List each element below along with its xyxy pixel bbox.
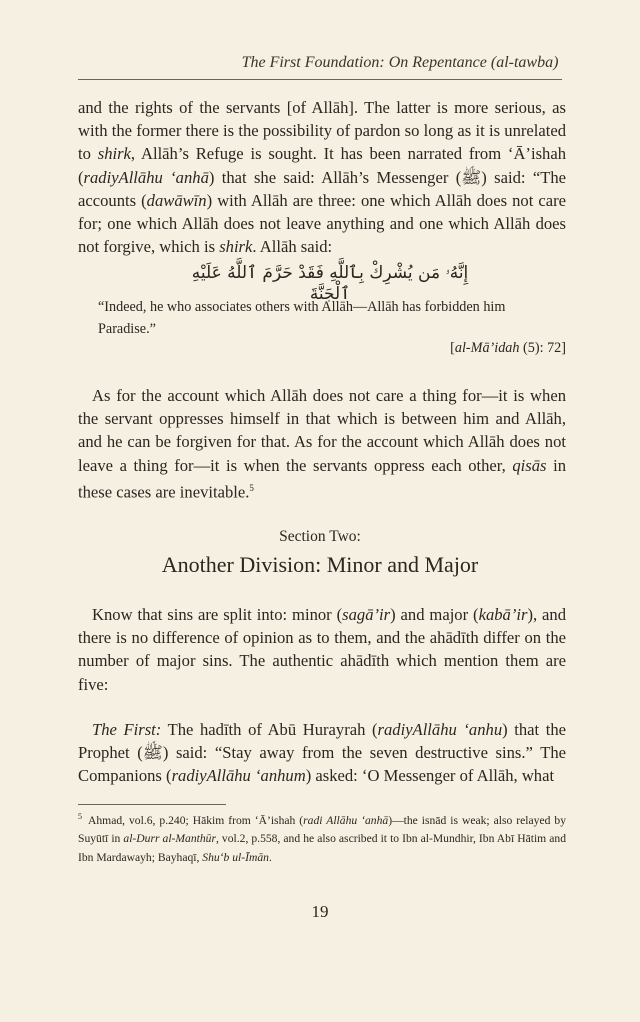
para3-text-b: ) and major (	[390, 605, 479, 624]
footnote-durr: al-Durr al-Manthūr	[123, 832, 216, 846]
running-head: The First Foundation: On Repentance (al-tawba)	[241, 54, 559, 71]
para1-text-a: and the rights of the servants [of Allāh]. The latter is more serious, as with the former there is the possibility of pardon so long as it is unrelated to	[78, 98, 566, 164]
term-shirk: shirk	[97, 144, 131, 164]
footnote	[78, 808, 566, 867]
header-rule	[78, 79, 562, 80]
paragraph-3	[78, 603, 566, 696]
term-sagair: sagā’ir	[342, 605, 391, 624]
term-kabair: kabā’ir	[478, 605, 528, 624]
term-dawawin: dawāwīn	[146, 190, 207, 210]
page-number: 19	[311, 902, 329, 921]
footnote-ref: 5	[249, 482, 254, 493]
footnote-text-c: , vol.2, p.558, and he also ascribed it to Ibn al-Mundhir, Ibn Abī Hātim and Ibn Mardawayh; Bayhaqī,	[78, 832, 566, 864]
para1-text-e: . Allāh said:	[252, 237, 333, 257]
footnote-radi: radi Allāhu ‘anhā	[303, 813, 389, 827]
para3-text-a: Know that sins are split into: minor (	[92, 605, 343, 624]
citation-open: [	[450, 340, 455, 356]
verse-citation	[450, 340, 566, 357]
para2-text-a: As for the account which Allāh does not care a thing for—it is when the servant oppresses himself in that which is between him and Allāh, and he can be forgiven for that. As for the account which Allāh does not leave a thing for—it is when the servants oppress each other,	[78, 386, 566, 475]
section-title: Another Division: Minor and Major	[161, 552, 479, 577]
verse-translation	[98, 296, 550, 341]
term-qisas: qisās	[512, 455, 547, 475]
paragraph-2	[78, 384, 566, 504]
para3-text-c: ), and there is no difference of opinion as to them, and the ahādīth differ on the number of major sins. The authentic ahādīth which mention them are five:	[78, 605, 566, 694]
paragraph-4	[78, 718, 566, 788]
term-radiy-anhu: radiyAllāhu ‘anhu	[377, 720, 503, 739]
label-the-first: The First:	[92, 720, 162, 739]
term-radiy: radiyAllāhu ‘anhā	[83, 167, 209, 187]
paragraph-1	[78, 96, 566, 258]
verse-translation-text: “Indeed, he who associates others with Allāh—Allāh has forbidden him Paradise.”	[98, 299, 506, 338]
citation-source: al-Mā’idah	[454, 340, 520, 356]
section-label: Section Two:	[279, 528, 361, 545]
citation-ref: (5): 72]	[519, 340, 566, 356]
arabic-verse: إِنَّهُۥ مَن يُشْرِكْ بِٱللَّهِ فَقَدْ حَرَّمَ ٱللَّهُ عَلَيْهِ ٱلْجَنَّةَ	[191, 263, 469, 304]
term-shirk-2: shirk	[219, 237, 253, 257]
footnote-text-a: Ahmad, vol.6, p.240; Hākim from ‘Ā’ishah (	[88, 813, 304, 827]
para4-text-c: ) asked: ‘O Messenger of Allāh, what	[305, 766, 555, 786]
term-radiy-anhum: radiyAllāhu ‘anhum	[171, 766, 306, 786]
para1-text-c: ) that she said: Allāh’s Messenger (ﷺ) said: “The accounts (	[78, 167, 567, 210]
para1-text-d: ) with Allāh are three: one which Allāh does not care for; one which Allāh does not leave anything and one which Allāh does not forgive, which is	[78, 190, 566, 257]
footnote-text-d: .	[268, 850, 272, 864]
para1-text-b: , Allāh’s Refuge is sought. It has been narrated from ‘Ā’ishah (	[78, 144, 566, 187]
para4-text-b: ) that the Prophet (ﷺ) said: “Stay away from the seven destructive sins.” The Companions (	[78, 720, 567, 786]
footnote-text-b: )—the isnād is weak; also relayed by Suyūtī in	[78, 813, 566, 846]
footnote-shub: Shu‘b ul-Īmān	[202, 850, 269, 864]
para2-text-b: in these cases are inevitable.	[78, 455, 566, 502]
footnote-rule	[78, 804, 226, 805]
para4-text-a: The hadīth of Abū Hurayrah (	[161, 720, 378, 739]
footnote-number: 5	[78, 812, 82, 821]
